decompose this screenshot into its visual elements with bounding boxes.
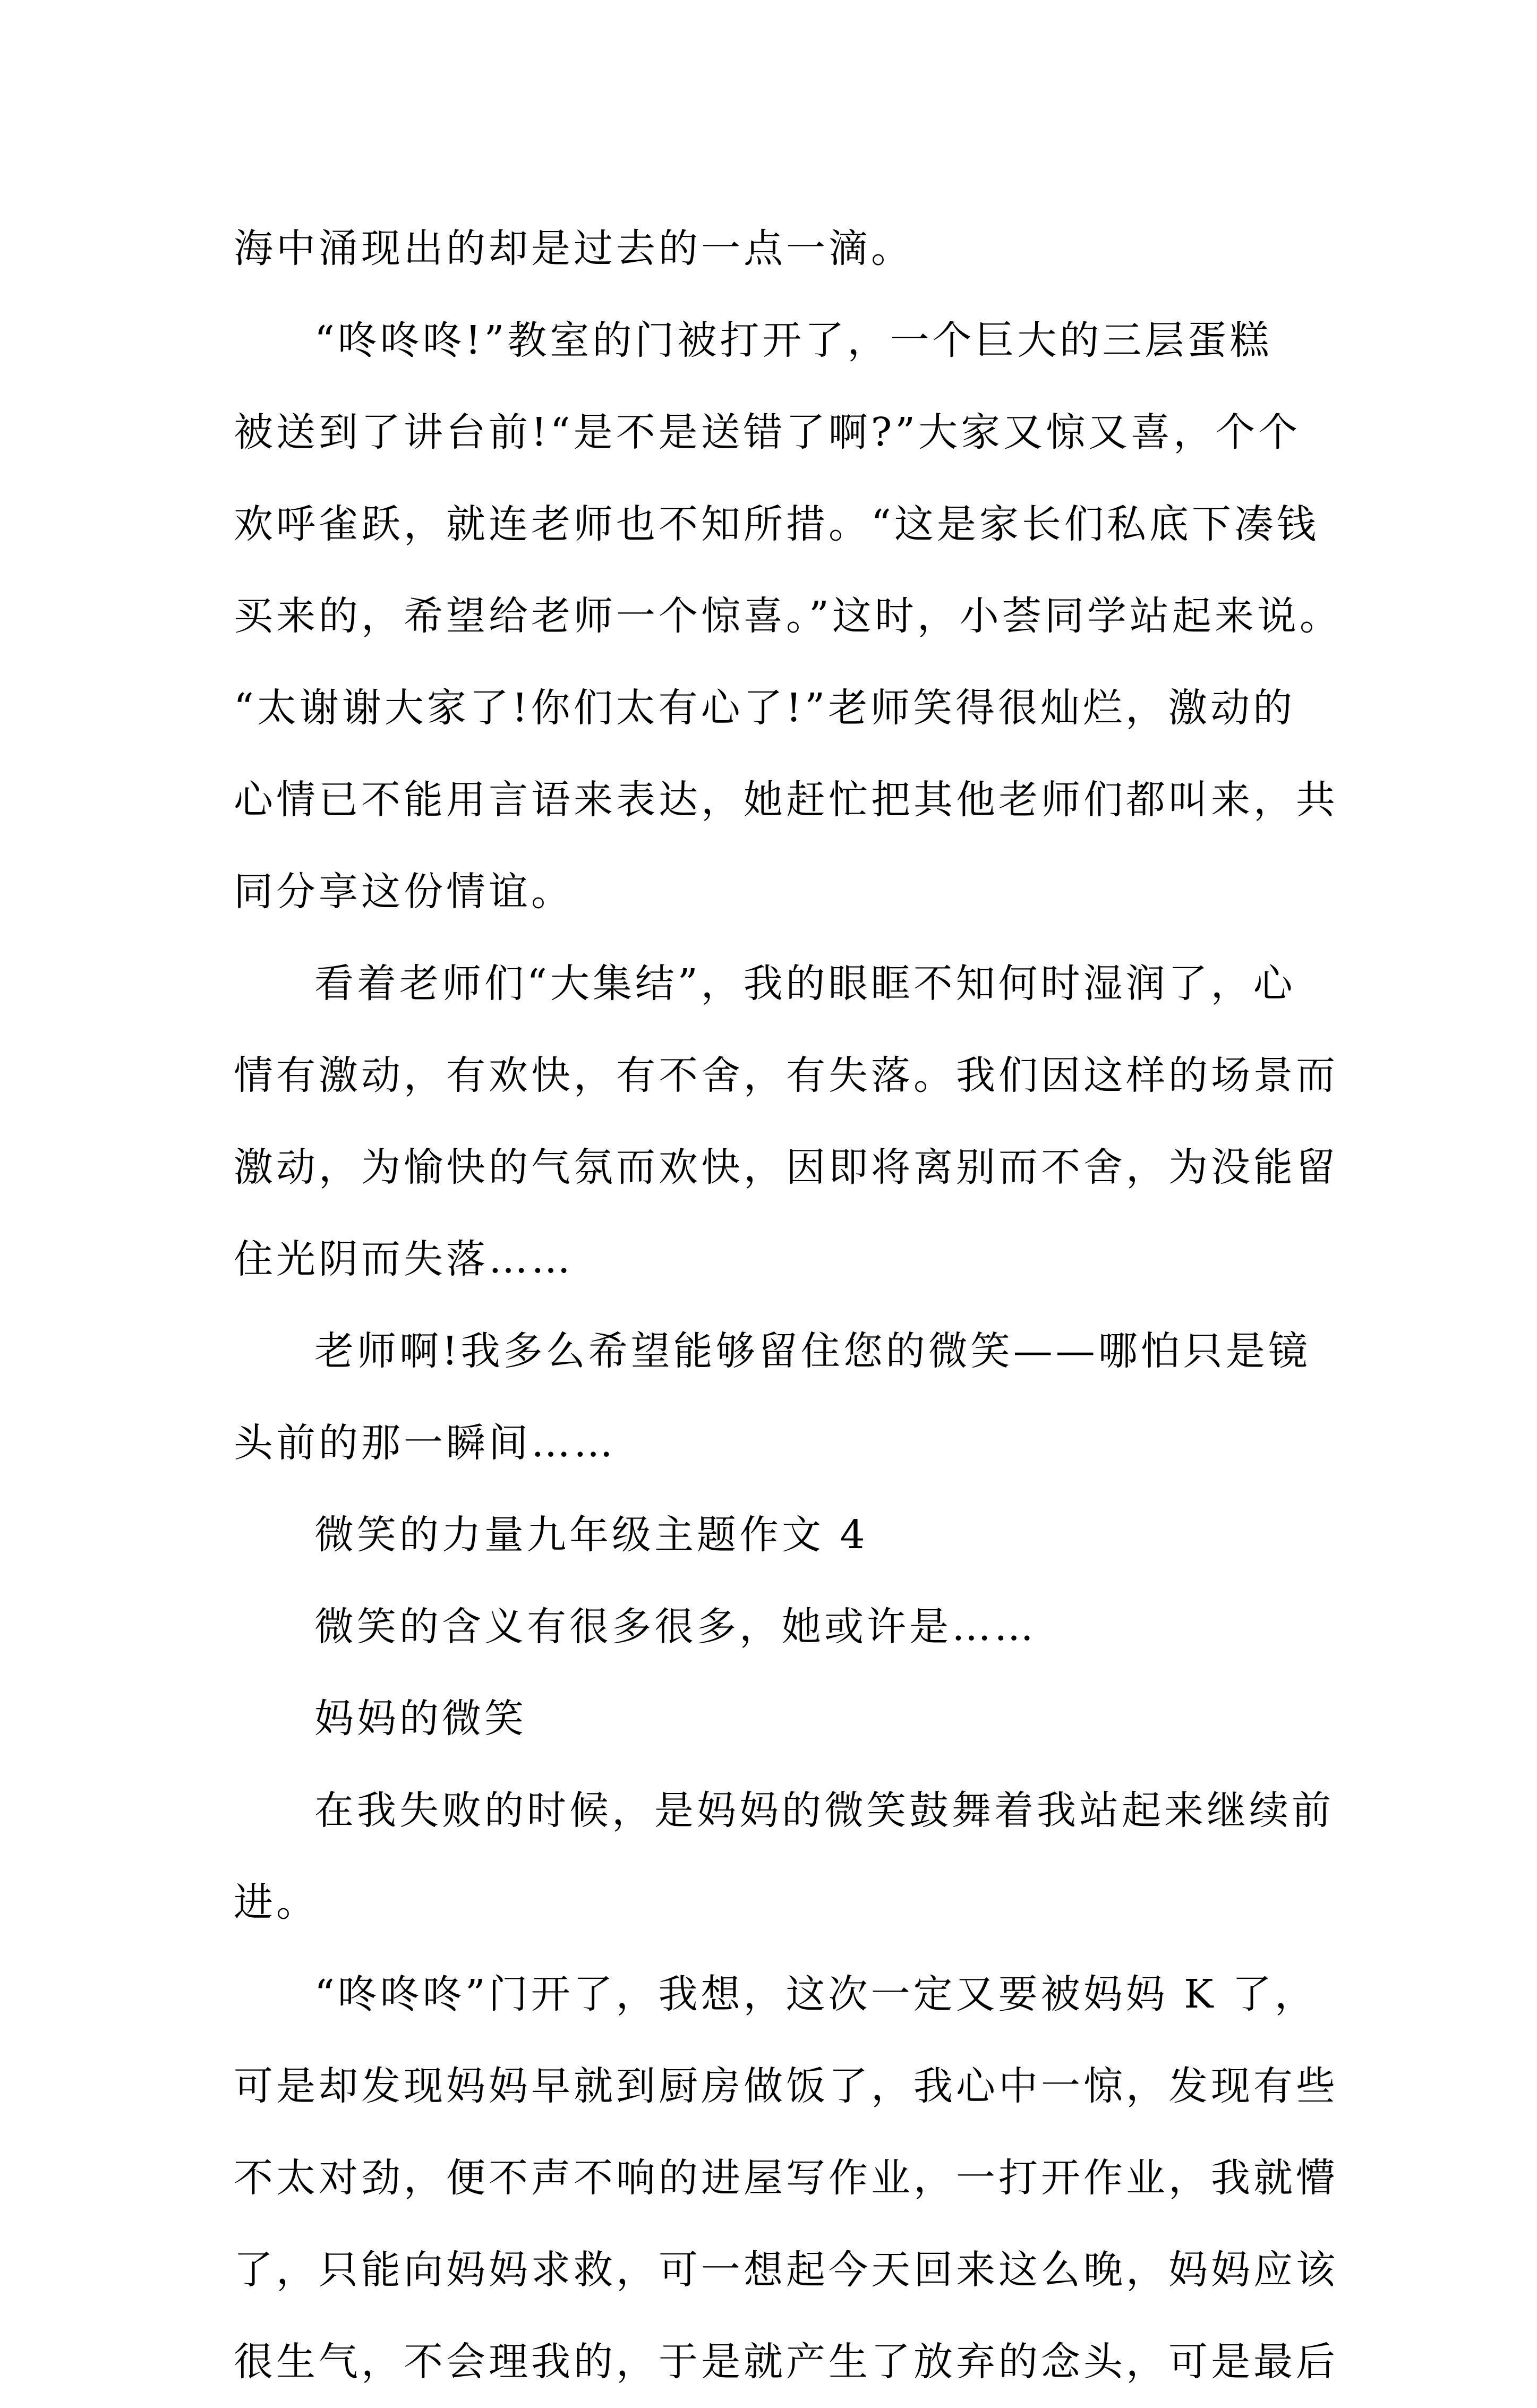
text-line: 老师啊!我多么希望能够留住您的微笑——哪怕只是镜	[314, 1328, 1311, 1374]
text-line: 海中涌现出的却是过去的一点一滴。	[234, 226, 913, 271]
text-line: 欢呼雀跃，就连老师也不知所措。“这是家长们私底下凑钱	[234, 501, 1319, 547]
section-title: 微笑的力量九年级主题作文 4	[314, 1512, 868, 1558]
text-line: 同分享这份情谊。	[234, 869, 574, 915]
text-line: 住光阴而失落……	[234, 1236, 574, 1282]
text-line: 进。	[234, 1880, 319, 1925]
subsection-title: 妈妈的微笑	[314, 1696, 527, 1741]
text-line: 在我失败的时候，是妈妈的微笑鼓舞着我站起来继续前	[314, 1788, 1334, 1833]
text-line: 微笑的含义有很多很多，她或许是……	[314, 1604, 1037, 1650]
text-line: 很生气，不会理我的，于是就产生了放弃的念头，可是最后	[234, 2339, 1338, 2385]
text-line: 可是却发现妈妈早就到厨房做饭了，我心中一惊，发现有些	[234, 2063, 1338, 2109]
text-line: 不太对劲，便不声不响的进屋写作业，一打开作业，我就懵	[234, 2155, 1338, 2201]
essay-body	[234, 203, 1370, 2408]
text-line: 激动，为愉快的气氛而欢快，因即将离别而不舍，为没能留	[234, 1145, 1338, 1190]
text-line: 心情已不能用言语来表达，她赶忙把其他老师们都叫来，共	[234, 777, 1338, 823]
text-line: “咚咚咚!”教室的门被打开了，一个巨大的三层蛋糕	[314, 318, 1273, 363]
text-line: 买来的，希望给老师一个惊喜。”这时，小荟同学站起来说。	[234, 593, 1342, 639]
text-line: 头前的那一瞬间……	[234, 1420, 616, 1466]
text-line: 被送到了讲台前!“是不是送错了啊?”大家又惊又喜，个个	[234, 409, 1301, 455]
text-line: 情有激动，有欢快，有不舍，有失落。我们因这样的场景而	[234, 1053, 1338, 1098]
text-line: 了，只能向妈妈求救，可一想起今天回来这么晚，妈妈应该	[234, 2247, 1338, 2293]
text-line: “咚咚咚”门开了，我想，这次一定又要被妈妈 K 了，	[314, 1971, 1317, 2017]
text-line: 看着老师们“大集结”，我的眼眶不知何时湿润了，心	[314, 961, 1296, 1006]
text-line: “太谢谢大家了!你们太有心了!”老师笑得很灿烂，激动的	[234, 685, 1296, 731]
